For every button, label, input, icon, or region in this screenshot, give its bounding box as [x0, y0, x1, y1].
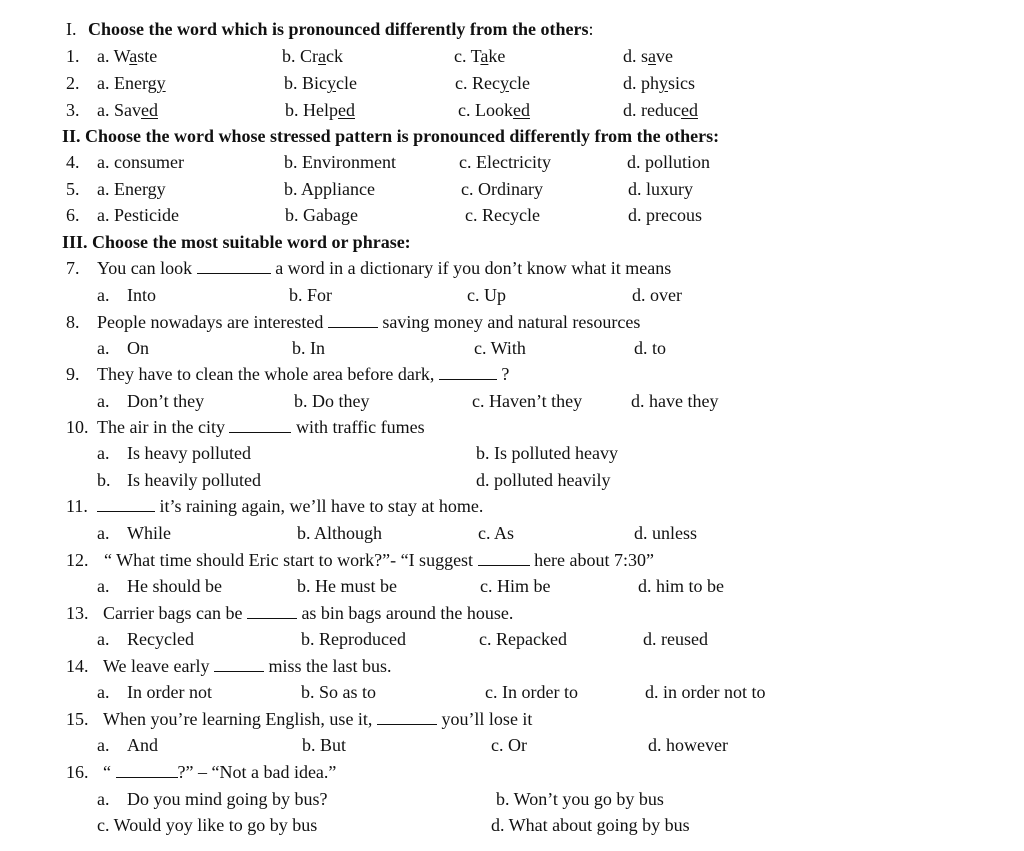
- option-c: c. In order to: [485, 682, 578, 702]
- question-14-options: [0, 679, 1024, 705]
- question-number: 1.: [66, 46, 80, 66]
- option-d: d. luxury: [628, 179, 693, 199]
- question-10: [0, 414, 1024, 440]
- option-d: d. polluted heavily: [476, 470, 611, 490]
- option-c: c. Ordinary: [461, 179, 543, 199]
- section-1-title: Choose the word which is pronounced differently from the others: [88, 19, 589, 39]
- answer-blank: [328, 309, 378, 328]
- question-16: [0, 759, 1024, 785]
- question-7-options: [0, 282, 1024, 308]
- section-2-heading: [0, 123, 1024, 149]
- answer-blank: [247, 600, 297, 619]
- question-10-options-row2: [0, 467, 1024, 493]
- answer-blank: [377, 706, 437, 725]
- question-number: 12.: [66, 550, 89, 570]
- option-b: b. For: [289, 285, 333, 305]
- option-c: c. With: [474, 338, 526, 358]
- question-15: [0, 706, 1024, 732]
- question-stem: “ What time should Eric start to work?”- “I suggest here about 7:30”: [104, 547, 654, 573]
- option-a: He should be: [127, 576, 222, 596]
- option-c: c. Would yoy like to go by bus: [97, 815, 318, 835]
- question-4: [0, 149, 1024, 175]
- option-a: On: [127, 338, 149, 358]
- question-stem: When you’re learning English, use it, you’ll lose it: [103, 706, 532, 732]
- answer-blank: [197, 255, 271, 274]
- answer-blank: [478, 547, 530, 566]
- question-2: [0, 70, 1024, 96]
- question-stem: it’s raining again, we’ll have to stay at home.: [97, 493, 483, 519]
- option-d: d. over: [632, 285, 682, 305]
- option-c-letter: b.: [97, 470, 111, 490]
- question-12-options: [0, 573, 1024, 599]
- question-number: 4.: [66, 152, 80, 172]
- option-c: c. Haven’t they: [472, 391, 583, 411]
- question-11: [0, 493, 1024, 519]
- question-13: [0, 600, 1024, 626]
- option-a: a. Saved: [97, 100, 158, 120]
- option-d: d. in order not to: [645, 682, 766, 702]
- option-d: d. What about going by bus: [491, 815, 690, 835]
- question-number: 2.: [66, 73, 80, 93]
- option-d: d. pollution: [627, 152, 711, 172]
- option-c: c. Him be: [480, 576, 551, 596]
- question-8: [0, 309, 1024, 335]
- option-b: b. Do they: [294, 391, 370, 411]
- question-14: [0, 653, 1024, 679]
- option-b: b. Environment: [284, 152, 396, 172]
- option-a-letter: a.: [97, 391, 110, 411]
- question-15-options: [0, 732, 1024, 758]
- answer-blank: [214, 653, 264, 672]
- question-stem: They have to clean the whole area before dark, ?: [97, 361, 509, 387]
- option-a: While: [127, 523, 171, 543]
- question-stem: “ ?” – “Not a bad idea.”: [103, 759, 336, 785]
- option-a-letter: a.: [97, 443, 110, 463]
- question-number: 10.: [66, 417, 89, 437]
- option-a-letter: a.: [97, 789, 110, 809]
- question-stem: People nowadays are interested saving money and natural resources: [97, 309, 640, 335]
- question-3: [0, 97, 1024, 123]
- option-a: Do you mind going by bus?: [127, 789, 328, 809]
- question-number: 5.: [66, 179, 80, 199]
- answer-blank: [439, 361, 497, 380]
- section-1-colon: :: [588, 19, 594, 39]
- option-a: a. Energy: [97, 179, 166, 199]
- section-3-heading: [0, 229, 1024, 255]
- option-b: b. Crack: [282, 46, 343, 66]
- option-d: d. have they: [631, 391, 719, 411]
- option-b: b. Bicycle: [284, 73, 357, 93]
- option-d: d. precous: [628, 205, 702, 225]
- option-b: b. But: [302, 735, 347, 755]
- answer-blank: [97, 493, 155, 512]
- option-c: c. Up: [467, 285, 506, 305]
- option-c: c. Repacked: [479, 629, 567, 649]
- question-number: 6.: [66, 205, 80, 225]
- option-a: In order not: [127, 682, 212, 702]
- section-3-title: III. Choose the most suitable word or phrase:: [62, 232, 411, 252]
- question-10-options-row1: [0, 440, 1024, 466]
- option-a: Into: [127, 285, 156, 305]
- question-stem: The air in the city with traffic fumes: [97, 414, 425, 440]
- option-b: b. He must be: [297, 576, 397, 596]
- option-b: b. Gabage: [285, 205, 358, 225]
- question-16-options-row1: [0, 786, 1024, 812]
- option-b: b. In: [292, 338, 325, 358]
- option-d: d. however: [648, 735, 728, 755]
- option-a-letter: a.: [97, 629, 110, 649]
- question-13-options: [0, 626, 1024, 652]
- question-6: [0, 202, 1024, 228]
- option-a-letter: a.: [97, 576, 110, 596]
- option-c: c. Or: [491, 735, 527, 755]
- section-1-numeral: I.: [66, 19, 77, 39]
- option-a-letter: a.: [97, 523, 110, 543]
- question-stem: We leave early miss the last bus.: [103, 653, 392, 679]
- question-number: 13.: [66, 603, 89, 623]
- option-a: Don’t they: [127, 391, 205, 411]
- option-c: c. Take: [454, 46, 506, 66]
- answer-blank: [116, 759, 178, 778]
- question-12: [0, 547, 1024, 573]
- option-c: c. As: [478, 523, 514, 543]
- option-b: b. Appliance: [284, 179, 375, 199]
- option-d: d. physics: [623, 73, 695, 93]
- option-a: a. consumer: [97, 152, 184, 172]
- option-a-letter: a.: [97, 735, 110, 755]
- option-a: Recycled: [127, 629, 194, 649]
- option-d: d. reduced: [623, 100, 698, 120]
- option-b: b. Reproduced: [301, 629, 406, 649]
- question-stem: You can look a word in a dictionary if you don’t know what it means: [97, 255, 671, 281]
- question-9-options: [0, 388, 1024, 414]
- question-stem: Carrier bags can be as bin bags around the house.: [103, 600, 513, 626]
- option-c: c. Looked: [458, 100, 530, 120]
- question-number: 16.: [66, 762, 89, 782]
- question-number: 9.: [66, 364, 80, 384]
- question-number: 15.: [66, 709, 89, 729]
- question-number: 3.: [66, 100, 80, 120]
- option-b: b. Although: [297, 523, 383, 543]
- option-a: a. Energy: [97, 73, 166, 93]
- option-b: b. Helped: [285, 100, 355, 120]
- question-number: 7.: [66, 258, 80, 278]
- question-7: [0, 255, 1024, 281]
- question-5: [0, 176, 1024, 202]
- option-a-letter: a.: [97, 285, 110, 305]
- option-d: d. save: [623, 46, 674, 66]
- option-a: And: [127, 735, 158, 755]
- option-a: a. Pesticide: [97, 205, 179, 225]
- question-8-options: [0, 335, 1024, 361]
- option-d: d. to: [634, 338, 667, 358]
- section-2-title: II. Choose the word whose stressed pattern is pronounced differently from the others:: [62, 126, 720, 146]
- option-d: d. reused: [643, 629, 708, 649]
- question-9: [0, 361, 1024, 387]
- option-d: d. him to be: [638, 576, 724, 596]
- question-number: 8.: [66, 312, 80, 332]
- option-c: c. Recycle: [455, 73, 530, 93]
- option-a: Is heavy polluted: [127, 443, 251, 463]
- question-16-options-row2: [0, 812, 1024, 838]
- option-b: b. Won’t you go by bus: [496, 789, 664, 809]
- question-11-options: [0, 520, 1024, 546]
- option-a: a. Waste: [97, 46, 158, 66]
- option-c: c. Electricity: [459, 152, 551, 172]
- answer-blank: [229, 414, 291, 433]
- section-1-heading: [0, 16, 1024, 42]
- question-number: 14.: [66, 656, 89, 676]
- option-c: Is heavily polluted: [127, 470, 261, 490]
- option-c: c. Recycle: [465, 205, 540, 225]
- question-number: 11.: [66, 496, 88, 516]
- question-1: [0, 43, 1024, 69]
- option-b: b. Is polluted heavy: [476, 443, 618, 463]
- option-b: b. So as to: [301, 682, 377, 702]
- option-a-letter: a.: [97, 338, 110, 358]
- option-d: d. unless: [634, 523, 697, 543]
- option-a-letter: a.: [97, 682, 110, 702]
